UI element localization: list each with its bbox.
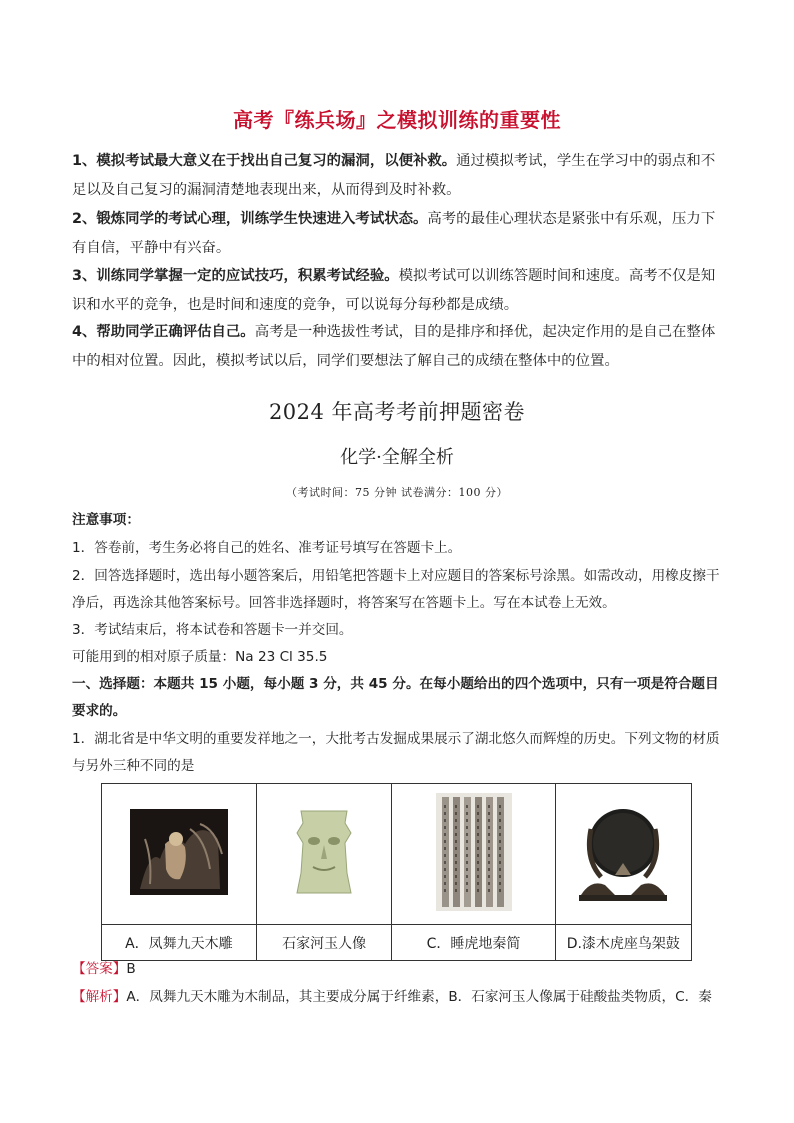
jade-figure-image (289, 803, 359, 901)
importance-item-1 (72, 147, 726, 205)
option-b-cell (256, 784, 392, 925)
answer-label: 【答案】 (72, 961, 127, 977)
importance-item-1-bold: 1、模拟考试最大意义在于找出自己复习的漏洞，以便补救。 (72, 153, 457, 169)
analysis-line (72, 984, 726, 1011)
option-a-cell (102, 784, 257, 925)
importance-title: 高考『练兵场』之模拟训练的重要性 (233, 108, 561, 132)
exam-time-info: （考试时间：75 分钟 试卷满分：100 分） (286, 486, 508, 499)
notes-item-2: 2．回答选择题时，选出每小题答案后，用铅笔把答题卡上对应题目的答案标号涂黑。如需改动，用橡皮擦干净后，再选涂其他答案标号。回答非选择题时，将答案写在答题卡上。写在本试卷上无效。 (72, 568, 720, 611)
option-b-caption: 石家河玉人像 (256, 925, 392, 961)
option-c-caption: C．睡虎地秦简 (392, 925, 555, 961)
importance-item-4-text: 高考是一种选拔性考试，目的是排序和择优，起决定作用的是自己在整体中的相对位置。因此，模拟考试以后，同学们要想法了解自己的成绩在整体中的位置。 (72, 324, 716, 369)
question-1-stem: 1．湖北省是中华文明的重要发祥地之一，大批考古发掘成果展示了湖北悠久而辉煌的历史。下列文物的材质与另外三种不同的是 (72, 731, 720, 774)
analysis-label: 【解析】 (72, 989, 127, 1005)
option-a-caption: A．凤舞九天木雕 (102, 925, 257, 961)
importance-item-2 (72, 205, 726, 263)
importance-item-3 (72, 262, 726, 320)
wood-carving-image (130, 809, 228, 895)
answer-line (72, 956, 726, 983)
importance-item-2-text: 高考的最佳心理状态是紧张中有乐观，压力下有自信，平静中有兴奋。 (72, 211, 716, 256)
bamboo-slips-image (436, 793, 512, 911)
exam-subject: 化学·全解全析 (340, 447, 454, 468)
importance-item-2-bold: 2、锻炼同学的考试心理，训练学生快速进入考试状态。 (72, 211, 428, 227)
notes-heading: 注意事项： (72, 512, 140, 528)
importance-item-4 (72, 318, 726, 376)
lacquer-drum-image (571, 799, 675, 905)
atomic-mass-line: 可能用到的相对原子质量：Na 23 Cl 35.5 (72, 649, 328, 665)
importance-item-3-bold: 3、训练同学掌握一定的应试技巧，积累考试经验。 (72, 268, 399, 284)
option-d-caption: D.漆木虎座鸟架鼓 (555, 925, 691, 961)
analysis-text: A．凤舞九天木雕为木制品，其主要成分属于纤维素，B．石家河玉人像属于硅酸盐类物质，C．秦 (126, 989, 712, 1005)
option-c-cell (392, 784, 555, 925)
importance-item-3-text: 模拟考试可以训练答题时间和速度。高考不仅是知识和水平的竞争，也是时间和速度的竞争，可以说每分每秒都是成绩。 (72, 268, 716, 313)
option-d-cell (555, 784, 691, 925)
answer-value: B (126, 961, 136, 977)
section-heading: 一、选择题：本题共 15 小题，每小题 3 分，共 45 分。在每小题给出的四个选项中，只有一项是符合题目要求的。 (72, 676, 719, 719)
notes-item-3: 3．考试结束后，将本试卷和答题卡一并交回。 (72, 622, 353, 638)
notes-item-1: 1．答卷前，考生务必将自己的姓名、准考证号填写在答题卡上。 (72, 540, 462, 556)
artifact-table (101, 783, 692, 961)
importance-item-4-bold: 4、帮助同学正确评估自己。 (72, 324, 255, 340)
importance-item-1-text: 通过模拟考试，学生在学习中的弱点和不足以及自己复习的漏洞清楚地表现出来，从而得到及时补救。 (72, 153, 716, 198)
exam-title: 2024 年高考考前押题密卷 (268, 400, 526, 424)
